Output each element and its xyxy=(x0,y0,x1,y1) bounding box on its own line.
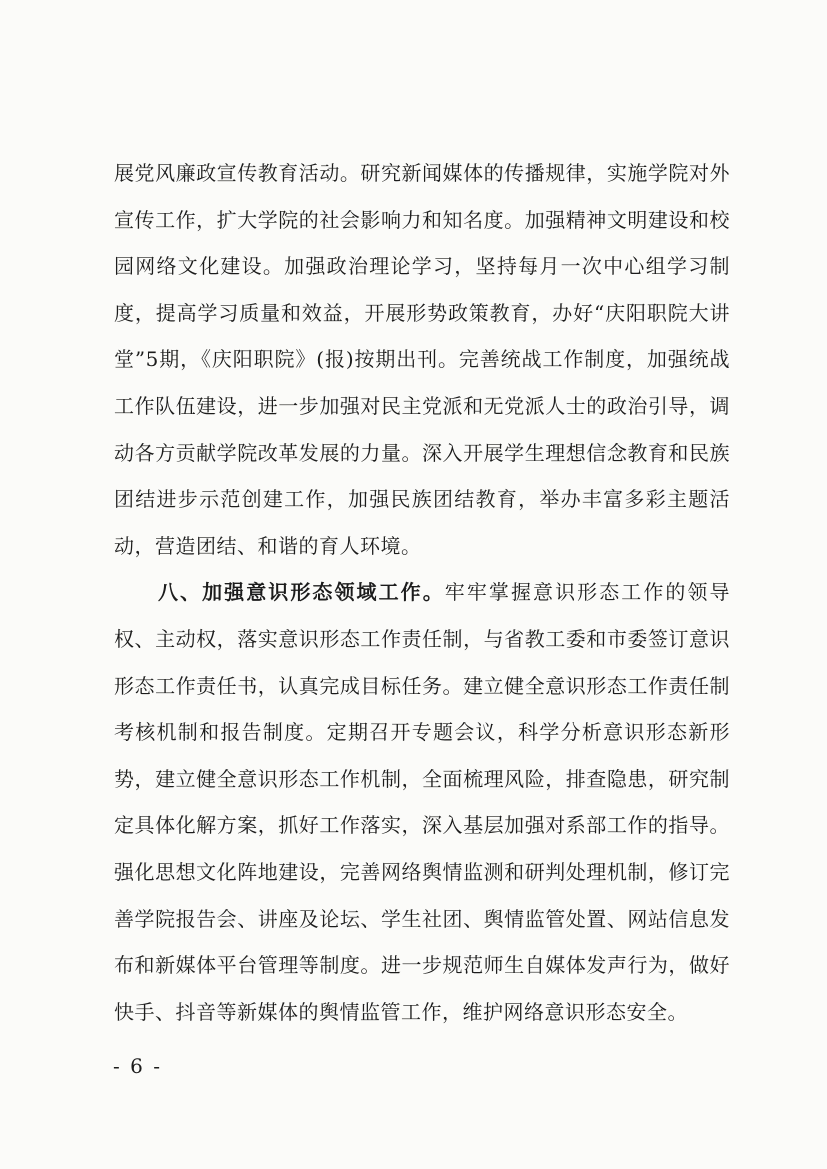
page-number: - 6 - xyxy=(113,1054,162,1078)
paragraph-text: 展党风廉政宣传教育活动。研究新闻媒体的传播规律，实施学院对外宣传工作，扩大学院的社会影响力和知名度。加强精神文明建设和校园网络文化建设。加强政治理论学习，坚持每月一次中心组学习制度，提高学习质量和效益，开展形势政策教育，办好“庆阳职院大讲堂”5期，《庆阳职院》(报)按期出刊。完善统战工作制度，加强统战工作队伍建设，进一步加强对民主党派和无党派人士的政治引导，调动各方贡献学院改革发展的力量。深入开展学生理想信念教育和民族团结进步示范创建工作，加强民族团结教育，举办丰富多彩主题活动，营造团结、和谐的育人环境。 xyxy=(114,161,730,558)
document-body xyxy=(114,150,730,1035)
paragraph-text: 牢牢掌握意识形态工作的领导权、主动权，落实意识形态工作责任制，与省教工委和市委签订意识形态工作责任书，认真完成目标任务。建立健全意识形态工作责任制考核机制和报告制度。定期召开专题会议，科学分析意识形态新形势，建立健全意识形态工作机制，全面梳理风险，排查隐患，研究制定具体化解方案，抓好工作落实，深入基层加强对系部工作的指导。强化思想文化阵地建设，完善网络舆情监测和研判处理机制，修订完善学院报告会、讲座及论坛、学生社团、舆情监管处置、网站信息发布和新媒体平台管理等制度。进一步规范师生自媒体发声行为，做好快手、抖音等新媒体的舆情监管工作，维护网络意识形态安全。 xyxy=(114,580,731,1024)
paragraph-continuation xyxy=(114,150,730,569)
paragraph-section-eight xyxy=(114,569,730,1035)
section-heading: 八、加强意识形态领域工作。 xyxy=(158,580,445,605)
